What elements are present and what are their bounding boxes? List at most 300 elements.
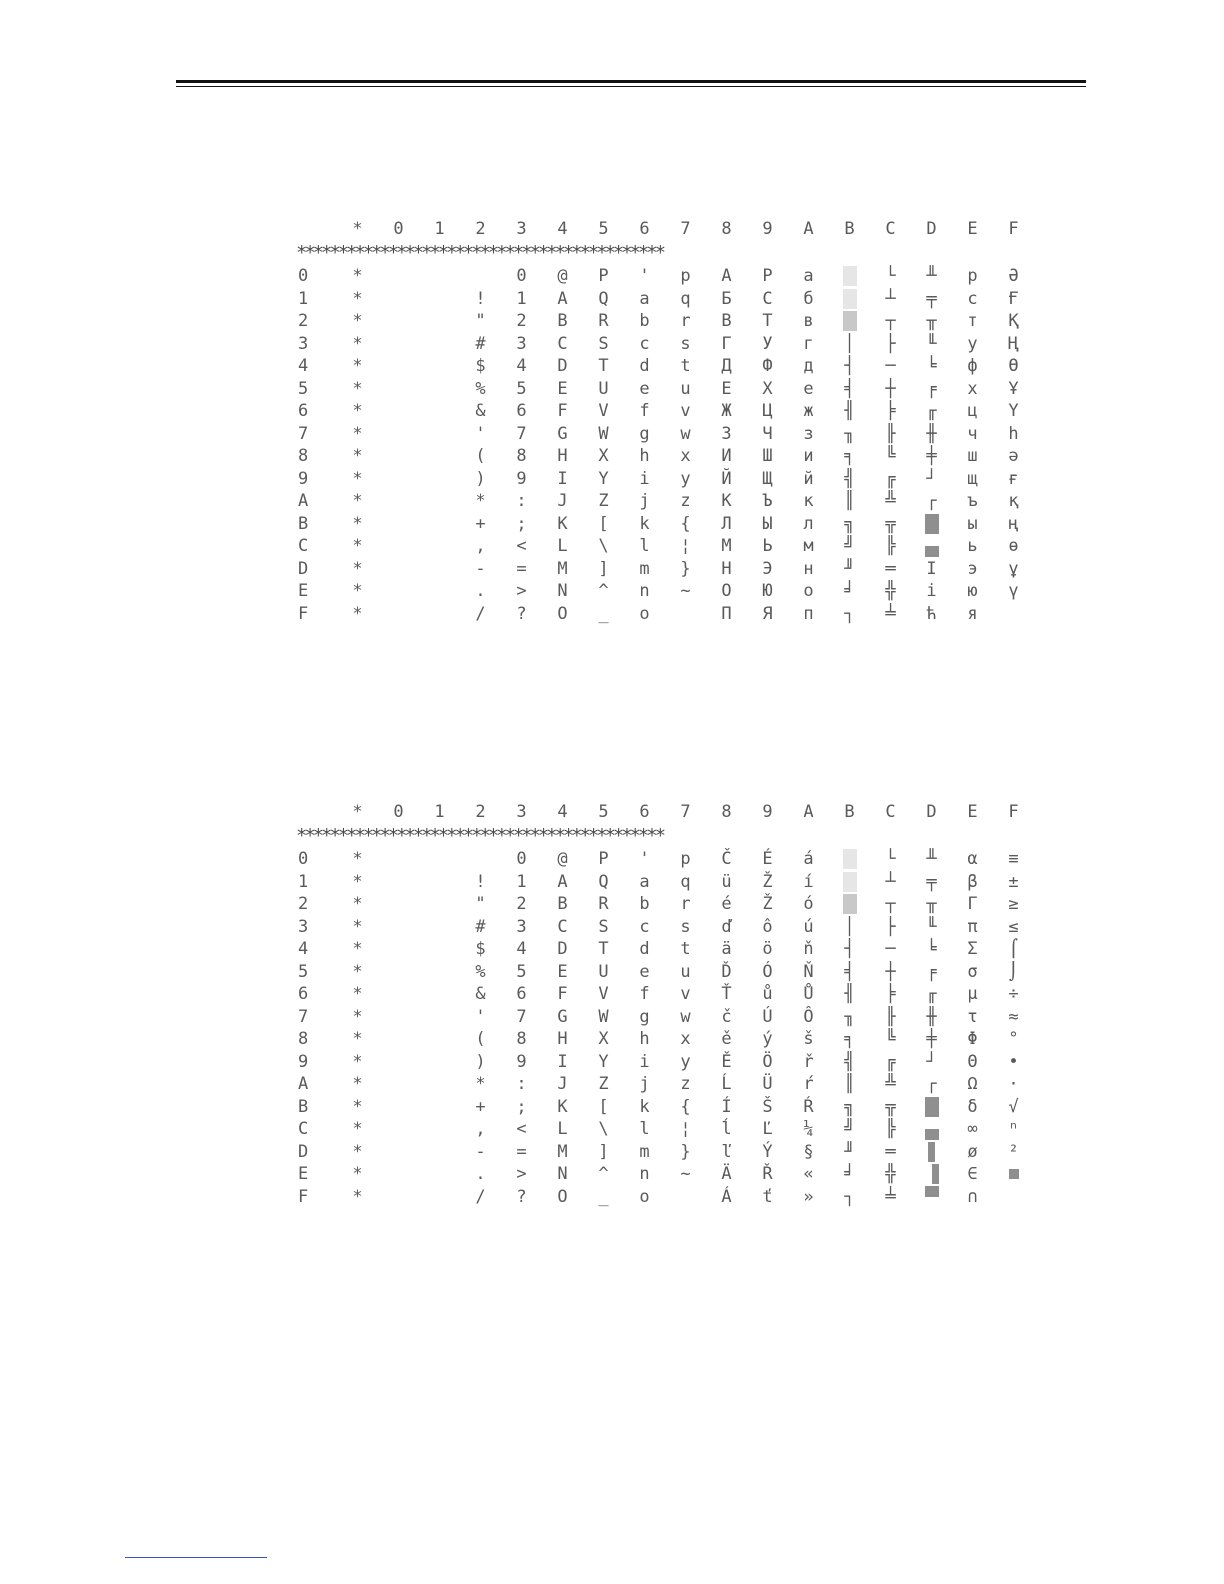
char-cell: ╚	[885, 1029, 896, 1050]
char-cell: d	[639, 939, 650, 960]
char-cell: B	[557, 894, 568, 915]
table-row	[296, 468, 1019, 491]
char-cell: x	[680, 446, 691, 467]
char-cell: L	[557, 536, 568, 557]
char-cell: >	[516, 581, 527, 602]
header-cell: F	[1008, 802, 1019, 822]
row-label: B	[298, 1096, 309, 1117]
char-cell: Ф	[762, 356, 773, 377]
row-label: E	[298, 1164, 309, 1185]
char-cell: ╬	[885, 581, 896, 602]
header-cell: C	[885, 219, 896, 239]
char-cell: Q	[598, 288, 609, 309]
row-label: C	[298, 1119, 309, 1140]
char-cell: Ú	[762, 1006, 773, 1027]
table-row	[296, 961, 1019, 984]
row-label: 5	[298, 378, 309, 399]
char-cell: .	[475, 581, 486, 602]
char-cell: ю	[967, 581, 978, 602]
char-cell: ?	[516, 603, 527, 624]
header-cell: 6	[639, 802, 650, 822]
char-cell: Р	[762, 266, 773, 287]
char-cell: ╙	[926, 916, 937, 937]
char-cell: Ž	[762, 894, 773, 915]
char-cell: ~	[680, 1164, 691, 1185]
char-cell: *	[352, 288, 363, 309]
char-cell: ┤	[844, 356, 855, 377]
char-cell: β	[967, 871, 978, 892]
char-cell: ╞	[885, 401, 896, 422]
char-cell: C	[557, 333, 568, 354]
char-cell: _	[598, 603, 609, 624]
char-cell: щ	[967, 468, 978, 489]
char-cell: D	[557, 356, 568, 377]
char-cell: í	[803, 871, 814, 892]
row-label: 2	[298, 311, 309, 332]
char-cell: қ	[1008, 491, 1019, 512]
char-cell: r	[680, 311, 691, 332]
char-cell	[829, 848, 870, 870]
char-cell: u	[680, 378, 691, 399]
char-cell: б	[803, 288, 814, 309]
char-cell: *	[352, 961, 363, 982]
table-row	[296, 333, 1019, 356]
header-cell: 8	[721, 802, 732, 822]
char-cell: r	[680, 894, 691, 915]
char-cell: ш	[967, 446, 978, 467]
char-cell: ╤	[926, 288, 937, 309]
char-cell: и	[803, 446, 814, 467]
header-cell: F	[1008, 219, 1019, 239]
char-cell: Č	[721, 849, 732, 870]
row-label: 4	[298, 356, 309, 377]
row-label: A	[298, 491, 309, 512]
header-cell: 5	[598, 802, 609, 822]
char-cell: М	[721, 536, 732, 557]
char-cell: Á	[721, 1186, 732, 1207]
char-cell: ң	[1008, 513, 1019, 534]
char-cell: ¦	[680, 1119, 691, 1140]
char-cell: *	[352, 446, 363, 467]
char-cell: й	[803, 468, 814, 489]
char-cell: *	[352, 378, 363, 399]
char-cell: _	[598, 1186, 609, 1207]
char-cell: я	[967, 603, 978, 624]
char-cell: 1	[516, 288, 527, 309]
header-cell: *	[352, 802, 363, 822]
char-cell: z	[680, 1074, 691, 1095]
char-cell: ╢	[844, 401, 855, 422]
char-cell: h	[639, 1029, 650, 1050]
char-cell: T	[598, 356, 609, 377]
char-cell: *	[352, 1186, 363, 1207]
table-row	[296, 513, 1019, 536]
char-cell: *	[352, 849, 363, 870]
char-cell: Ғ	[1008, 288, 1019, 309]
row-label: 7	[298, 423, 309, 444]
char-cell: á	[803, 849, 814, 870]
char-cell: С	[762, 288, 773, 309]
char-cell: ф	[967, 356, 978, 377]
char-cell: Ү	[1008, 401, 1019, 422]
char-cell: Ď	[721, 961, 732, 982]
table-row	[296, 310, 1019, 333]
char-cell: X	[598, 446, 609, 467]
char-cell: ╔	[885, 468, 896, 489]
char-cell: ─	[885, 939, 896, 960]
char-cell: @	[557, 849, 568, 870]
header-cell: 7	[680, 219, 691, 239]
row-label: C	[298, 536, 309, 557]
char-cell: ┤	[844, 939, 855, 960]
char-cell: 7	[516, 423, 527, 444]
char-cell: č	[721, 1006, 732, 1027]
char-cell: .	[475, 1164, 486, 1185]
char-cell: ╕	[844, 1029, 855, 1050]
char-cell: \	[598, 536, 609, 557]
char-cell: p	[680, 266, 691, 287]
char-cell: З	[721, 423, 732, 444]
char-cell: ж	[803, 401, 814, 422]
char-cell: Ĺ	[721, 1074, 732, 1095]
char-cell: l	[639, 536, 650, 557]
char-cell: )	[475, 1051, 486, 1072]
char-cell: Ж	[721, 401, 732, 422]
char-cell: τ	[967, 1006, 978, 1027]
char-cell: O	[557, 1186, 568, 1207]
char-cell: V	[598, 401, 609, 422]
char-cell: n	[639, 1164, 650, 1185]
table-row	[296, 893, 1019, 916]
char-cell: ╙	[926, 333, 937, 354]
char-cell: ╧	[885, 603, 896, 624]
char-cell: 1	[516, 871, 527, 892]
char-cell: 8	[516, 1029, 527, 1050]
char-cell: j	[639, 1074, 650, 1095]
char-cell: И	[721, 446, 732, 467]
char-cell: ╩	[885, 491, 896, 512]
char-cell: ╡	[844, 961, 855, 982]
char-cell: }	[680, 558, 691, 579]
char-cell: f	[639, 401, 650, 422]
char-cell: ╤	[926, 871, 937, 892]
char-cell: ╖	[844, 423, 855, 444]
char-cell: ╨	[926, 266, 937, 287]
char-cell: ғ	[1008, 468, 1019, 489]
char-cell: Ů	[803, 984, 814, 1005]
char-cell: ╦	[885, 1096, 896, 1117]
char-cell: -	[475, 1141, 486, 1162]
char-cell: ≈	[1008, 1006, 1019, 1027]
char-cell: ⁿ	[1008, 1119, 1019, 1140]
char-cell: Ю	[762, 581, 773, 602]
char-cell: Н	[721, 558, 732, 579]
char-cell: ә	[1008, 446, 1019, 467]
char-cell: А	[721, 266, 732, 287]
char-cell: M	[557, 558, 568, 579]
char-cell: і	[926, 581, 937, 602]
char-cell: Б	[721, 288, 732, 309]
char-cell: c	[639, 333, 650, 354]
char-cell: l	[639, 1119, 650, 1140]
char-cell: к	[803, 491, 814, 512]
char-cell: R	[598, 894, 609, 915]
solid-block	[925, 514, 939, 534]
char-cell: σ	[967, 961, 978, 982]
row-label: 1	[298, 871, 309, 892]
char-cell: ]	[598, 558, 609, 579]
char-cell: ╣	[844, 1051, 855, 1072]
char-cell: *	[352, 894, 363, 915]
char-cell: ┴	[885, 288, 896, 309]
footer-link-underline[interactable]	[125, 1557, 267, 1558]
header-cell: *	[352, 219, 363, 239]
char-cell: #	[475, 333, 486, 354]
char-cell: +	[475, 513, 486, 534]
char-cell: m	[639, 558, 650, 579]
char-cell: <	[516, 1119, 527, 1140]
char-cell: ┼	[885, 961, 896, 982]
header-cell: C	[885, 802, 896, 822]
char-cell: ╫	[926, 423, 937, 444]
char-cell: e	[639, 378, 650, 399]
char-cell: ╘	[926, 939, 937, 960]
char-cell: ť	[762, 1186, 773, 1207]
table-row	[296, 871, 1019, 894]
solid-block	[928, 1142, 935, 1162]
char-cell: ┐	[844, 603, 855, 624]
char-cell: ≤	[1008, 916, 1019, 937]
char-cell: ұ	[1008, 558, 1019, 579]
char-cell: Ŕ	[803, 1096, 814, 1117]
char-cell: ║	[844, 491, 855, 512]
char-cell: X	[598, 1029, 609, 1050]
char-cell: (	[475, 1029, 486, 1050]
char-cell: 5	[516, 961, 527, 982]
table-row	[296, 1051, 1019, 1074]
char-cell: 2	[516, 894, 527, 915]
table-row	[296, 603, 1000, 626]
char-cell: Ä	[721, 1164, 732, 1185]
char-cell: Ř	[762, 1164, 773, 1185]
char-cell: м	[803, 536, 814, 557]
char-cell: э	[967, 558, 978, 579]
char-cell: *	[352, 266, 363, 287]
char-cell: ╩	[885, 1074, 896, 1095]
char-cell: ы	[967, 513, 978, 534]
char-cell: 4	[516, 939, 527, 960]
char-cell: >	[516, 1164, 527, 1185]
char-cell: 0	[516, 849, 527, 870]
char-cell: Γ	[967, 894, 978, 915]
char-cell: ├	[885, 916, 896, 937]
char-cell: &	[475, 401, 486, 422]
char-cell: 6	[516, 984, 527, 1005]
char-cell: !	[475, 288, 486, 309]
char-cell: v	[680, 401, 691, 422]
char-cell: *	[352, 1006, 363, 1027]
char-cell: ⌡	[1008, 961, 1019, 982]
char-cell: ┐	[844, 1186, 855, 1207]
char-cell: Ч	[762, 423, 773, 444]
row-label: 8	[298, 1029, 309, 1050]
char-cell	[911, 1141, 952, 1163]
char-cell: 6	[516, 401, 527, 422]
char-cell: *	[352, 871, 363, 892]
char-cell: )	[475, 468, 486, 489]
char-cell: ě	[721, 1029, 732, 1050]
char-cell: 7	[516, 1006, 527, 1027]
row-label: 9	[298, 468, 309, 489]
char-cell: ┬	[885, 311, 896, 332]
char-cell: Х	[762, 378, 773, 399]
char-cell: b	[639, 311, 650, 332]
char-cell: √	[1008, 1096, 1019, 1117]
char-cell: %	[475, 961, 486, 982]
char-cell: a	[639, 288, 650, 309]
char-cell: k	[639, 1096, 650, 1117]
char-cell: У	[762, 333, 773, 354]
char-cell: ?	[516, 1186, 527, 1207]
char-cell: у	[967, 333, 978, 354]
char-cell: ď	[721, 916, 732, 937]
char-cell: I	[557, 1051, 568, 1072]
char-cell: О	[721, 581, 732, 602]
char-cell: Ы	[762, 513, 773, 534]
char-cell: é	[721, 894, 732, 915]
char-cell: g	[639, 423, 650, 444]
char-cell: ─	[885, 356, 896, 377]
char-cell: з	[803, 423, 814, 444]
char-cell: ╬	[885, 1164, 896, 1185]
char-cell: Ô	[803, 1006, 814, 1027]
char-cell: α	[967, 849, 978, 870]
char-cell: ,	[475, 536, 486, 557]
char-cell: ∞	[967, 1119, 978, 1140]
char-cell: H	[557, 1029, 568, 1050]
char-cell: %	[475, 378, 486, 399]
char-cell: ╞	[885, 984, 896, 1005]
solid-block	[925, 1097, 939, 1117]
char-cell	[993, 1163, 1034, 1185]
char-cell: Ц	[762, 401, 773, 422]
row-label: 8	[298, 446, 309, 467]
char-cell: Ö	[762, 1051, 773, 1072]
char-cell: л	[803, 513, 814, 534]
row-label: A	[298, 1074, 309, 1095]
char-cell: (	[475, 446, 486, 467]
header-cell: 1	[434, 219, 445, 239]
char-cell: {	[680, 513, 691, 534]
table-row	[296, 580, 1019, 603]
star-separator: ********************************************	[296, 242, 663, 264]
char-cell: Ә	[1008, 266, 1019, 287]
char-cell	[911, 1096, 952, 1118]
char-cell: "	[475, 311, 486, 332]
char-cell: q	[680, 288, 691, 309]
char-cell: Е	[721, 378, 732, 399]
char-cell: │	[844, 333, 855, 354]
char-cell: t	[680, 356, 691, 377]
char-cell: *	[352, 1141, 363, 1162]
char-cell: y	[680, 1051, 691, 1072]
char-cell: U	[598, 378, 609, 399]
table-row	[296, 288, 1019, 311]
char-cell: ╨	[926, 849, 937, 870]
char-cell: ┌	[926, 1074, 937, 1095]
char-cell: /	[475, 1186, 486, 1207]
char-cell: ů	[762, 984, 773, 1005]
char-cell: ø	[967, 1141, 978, 1162]
char-cell: L	[557, 1119, 568, 1140]
char-cell: ╣	[844, 468, 855, 489]
header-cell: 8	[721, 219, 732, 239]
char-cell: ¼	[803, 1119, 814, 1140]
char-cell: 9	[516, 1051, 527, 1072]
char-cell: A	[557, 871, 568, 892]
char-cell: *	[352, 356, 363, 377]
char-cell: T	[598, 939, 609, 960]
char-cell: N	[557, 581, 568, 602]
char-cell: ћ	[926, 603, 937, 624]
row-label: 9	[298, 1051, 309, 1072]
char-cell: -	[475, 558, 486, 579]
char-cell: ү	[1008, 581, 1019, 602]
char-cell: е	[803, 378, 814, 399]
char-cell	[829, 893, 870, 915]
char-cell: »	[803, 1186, 814, 1207]
table-row	[296, 983, 1019, 1006]
table-row	[296, 1006, 1019, 1029]
char-cell: ŕ	[803, 1074, 814, 1095]
char-cell: v	[680, 984, 691, 1005]
solid-block	[925, 1129, 939, 1140]
char-cell: }	[680, 1141, 691, 1162]
char-cell: ═	[885, 558, 896, 579]
char-cell: ^	[598, 581, 609, 602]
row-label: 3	[298, 333, 309, 354]
char-cell: &	[475, 984, 486, 1005]
char-cell: ┬	[885, 894, 896, 915]
char-cell: t	[680, 939, 691, 960]
char-cell: *	[352, 1164, 363, 1185]
char-cell: ╓	[926, 401, 937, 422]
char-cell: ;	[516, 513, 527, 534]
char-cell: =	[516, 1141, 527, 1162]
row-label: 3	[298, 916, 309, 937]
char-cell: F	[557, 401, 568, 422]
char-cell: Ó	[762, 961, 773, 982]
char-cell: 8	[516, 446, 527, 467]
char-cell	[911, 1118, 952, 1140]
char-cell: ř	[803, 1051, 814, 1072]
char-cell: ²	[1008, 1141, 1019, 1162]
char-cell: y	[680, 468, 691, 489]
char-cell: Z	[598, 1074, 609, 1095]
char-cell: ╪	[926, 1029, 937, 1050]
char-cell: һ	[1008, 423, 1019, 444]
char-cell	[911, 1186, 952, 1208]
char-cell: É	[762, 849, 773, 870]
table-row	[296, 1028, 1019, 1051]
char-cell: ]	[598, 1141, 609, 1162]
row-label: D	[298, 558, 309, 579]
char-cell: /	[475, 603, 486, 624]
row-label: 4	[298, 939, 309, 960]
char-cell: '	[475, 1006, 486, 1027]
row-label: 6	[298, 984, 309, 1005]
char-cell: *	[352, 939, 363, 960]
